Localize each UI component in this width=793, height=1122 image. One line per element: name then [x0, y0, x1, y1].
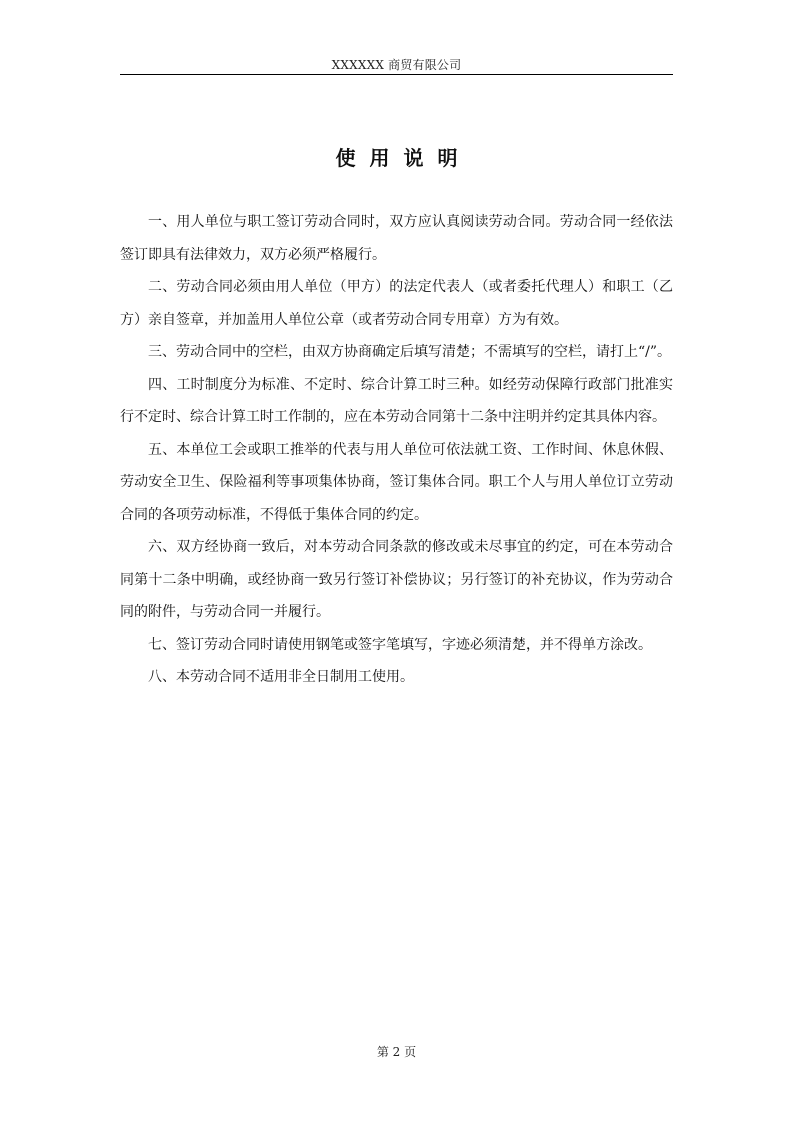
page-header-company: XXXXXX 商贸有限公司: [331, 58, 462, 72]
instruction-paragraph-1: 一、用人单位与职工签订劳动合同时，双方应认真阅读劳动合同。劳动合同一经依法签订即具有法律效力，双方必须严格履行。: [120, 214, 673, 263]
instruction-paragraph-4: 四、工时制度分为标准、不定时、综合计算工时三种。如经劳动保障行政部门批准实行不定时、综合计算工时工作制的，应在本劳动合同第十二条中注明并约定其具体内容。: [120, 376, 673, 425]
instruction-paragraph-8: 八、本劳动合同不适用非全日制用工使用。: [148, 669, 414, 685]
instruction-paragraph-3: 三、劳动合同中的空栏，由双方协商确定后填写清楚；不需填写的空栏，请打上“/”。: [148, 344, 672, 360]
document-title: 使用说明: [335, 146, 472, 170]
instruction-paragraph-7: 七、签订劳动合同时请使用钢笔或签字笔填写，字迹必须清楚，并不得单方涂改。: [148, 636, 652, 653]
instruction-paragraph-6: 六、双方经协商一致后，对本劳动合同条款的修改或未尽事宜的约定，可在本劳动合同第十二条中明确，或经协商一致另行签订补偿协议；另行签订的补充协议，作为劳动合同的附件，与劳动合同一并履行。: [120, 539, 673, 620]
page-number: 第 2 页: [376, 1045, 417, 1059]
header-divider: [120, 74, 673, 75]
document-body: [120, 206, 673, 694]
instruction-paragraph-5: 五、本单位工会或职工推举的代表与用人单位可依法就工资、工作时间、休息休假、劳动安全卫生、保险福利等事项集体协商，签订集体合同。职工个人与用人单位订立劳动合同的各项劳动标准，不得低于集体合同的约定。: [120, 441, 673, 523]
instruction-paragraph-2: 二、劳动合同必须由用人单位（甲方）的法定代表人（或者委托代理人）和职工（乙方）亲自签章，并加盖用人单位公章（或者劳动合同专用章）方为有效。: [120, 279, 673, 328]
